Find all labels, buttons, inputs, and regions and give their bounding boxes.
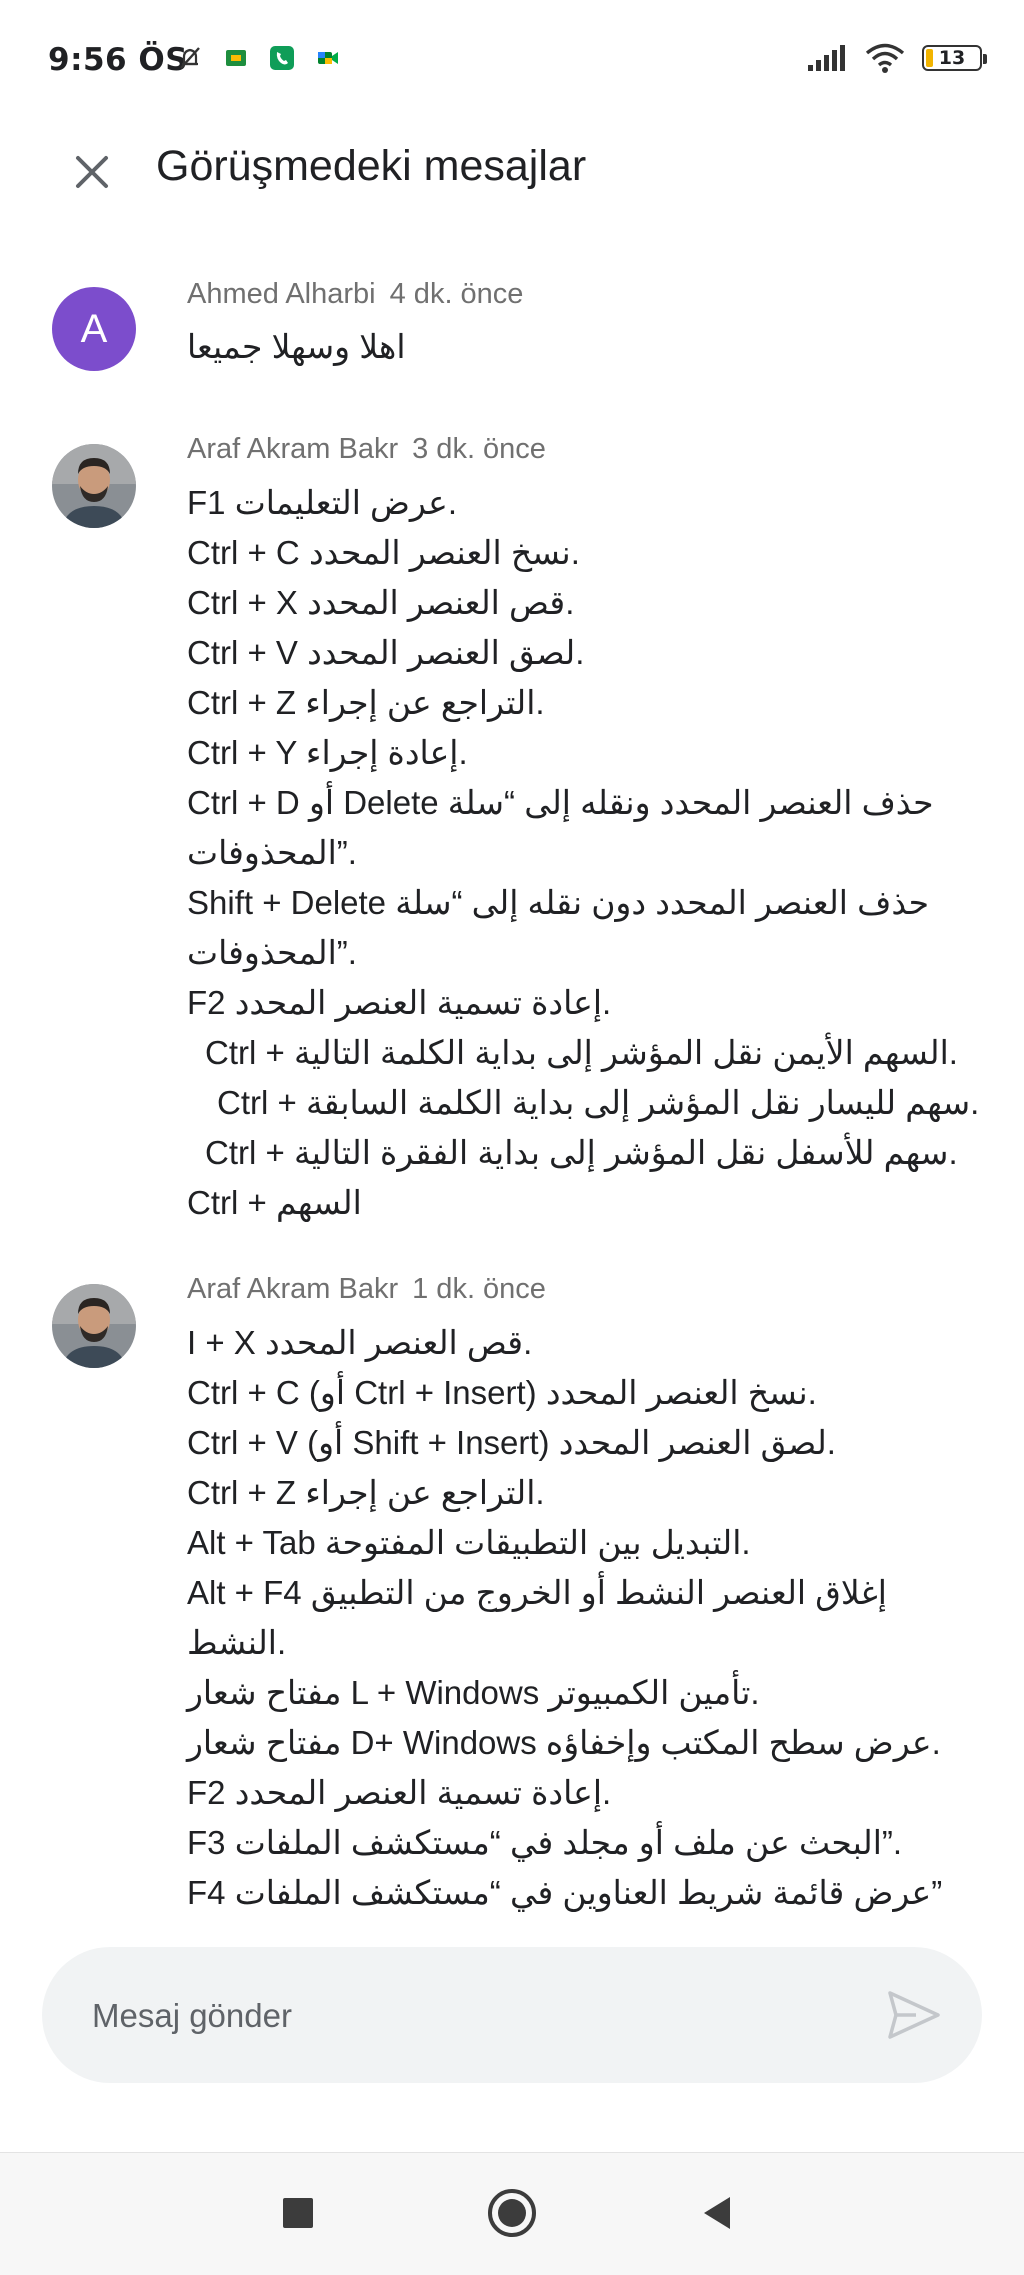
meet-icon (314, 44, 342, 72)
message-time: 3 dk. önce (412, 433, 546, 465)
status-time: 9:56 ÖS (48, 42, 189, 78)
message-line: Ctrl + Y إعادة إجراء. (187, 734, 468, 771)
back-icon (698, 2193, 738, 2233)
message-line: F2 إعادة تسمية العنصر المحدد. (187, 1774, 612, 1811)
avatar (52, 1284, 136, 1368)
message-line: F2 إعادة تسمية العنصر المحدد. (187, 984, 612, 1021)
message-line: Ctrl + C (أو Ctrl + Insert) نسخ العنصر المحدد. (187, 1374, 817, 1411)
message-body (187, 478, 987, 1228)
battery-level: 13 (938, 47, 966, 69)
message-line: مفتاح شعار L + Windows تأمين الكمبيوتر. (187, 1674, 760, 1711)
navigation-bar (0, 2153, 1024, 2275)
message-line: Ctrl + السهم (187, 1184, 362, 1221)
message-line: F1 عرض التعليمات. (187, 484, 458, 521)
message-line: Ctrl + V (أو Shift + Insert) لصق العنصر المحدد. (187, 1424, 836, 1461)
notification-icons (176, 44, 342, 72)
message-icon (222, 44, 250, 72)
close-icon (62, 142, 122, 202)
message-meta (187, 433, 546, 466)
home-button[interactable] (482, 2183, 542, 2243)
message-body (187, 322, 987, 372)
sender-name: Araf Akram Bakr (187, 433, 399, 465)
message-line: F3 البحث عن ملف أو مجلد في “مستكشف الملفات”. (187, 1824, 903, 1861)
send-icon (886, 1989, 942, 2041)
signal-icon (806, 43, 848, 73)
wifi-icon (864, 42, 906, 74)
avatar-photo-icon (52, 444, 136, 528)
message-time: 1 dk. önce (412, 1273, 546, 1305)
recents-icon (280, 2195, 316, 2231)
message-line: F4 عرض قائمة شريط العناوين في “مستكشف الملفات” (187, 1874, 943, 1911)
message-time: 4 dk. önce (389, 278, 524, 310)
battery-icon (922, 45, 982, 71)
status-bar (0, 0, 1024, 120)
home-icon (486, 2187, 538, 2239)
back-button[interactable] (688, 2183, 748, 2243)
phone-icon (268, 44, 296, 72)
message-line: مفتاح شعار D+ Windows عرض سطح المكتب وإخفاؤه. (187, 1724, 941, 1761)
battery-fill (926, 49, 933, 67)
page-title: Görüşmedeki mesajlar (156, 142, 587, 190)
message-composer (42, 1947, 982, 2083)
close-button[interactable] (62, 142, 122, 202)
avatar (52, 444, 136, 528)
avatar-photo-icon (52, 1284, 136, 1368)
recents-button[interactable] (268, 2183, 328, 2243)
message-line: I + X قص العنصر المحدد. (187, 1324, 533, 1361)
message-line: Alt + F4 إغلاق العنصر النشط أو الخروج من التطبيق النشط. (187, 1574, 887, 1661)
message-line: Ctrl + السهم الأيمن نقل المؤشر إلى بداية الكلمة التالية. (205, 1034, 958, 1071)
message-line: Ctrl + Z التراجع عن إجراء. (187, 684, 545, 721)
message-line: Ctrl + X قص العنصر المحدد. (187, 584, 575, 621)
message-input[interactable] (90, 1947, 854, 2085)
sender-name: Araf Akram Bakr (187, 1273, 399, 1305)
sender-name: Ahmed Alharbi (187, 278, 376, 310)
message-line: Ctrl + Z التراجع عن إجراء. (187, 1474, 545, 1511)
message-line: Ctrl + سهم للأسفل نقل المؤشر إلى بداية الفقرة التالية. (205, 1134, 958, 1171)
system-icons (806, 42, 982, 74)
message-line: اهلا وسهلا جميعا (187, 328, 406, 365)
message-meta (187, 1273, 546, 1306)
message-line: Ctrl + C نسخ العنصر المحدد. (187, 534, 580, 571)
mute-icon (176, 44, 204, 72)
message-line: Ctrl + V لصق العنصر المحدد. (187, 634, 585, 671)
message-meta (187, 278, 523, 311)
header (0, 130, 1024, 212)
message-line: Alt + Tab التبديل بين التطبيقات المفتوحة. (187, 1524, 751, 1561)
message-line: Shift + Delete حذف العنصر المحدد دون نقله إلى “سلة المحذوفات”. (187, 884, 930, 971)
message-body (187, 1318, 987, 1918)
avatar: A (52, 287, 136, 371)
message-line: Ctrl + سهم لليسار نقل المؤشر إلى بداية الكلمة السابقة. (217, 1084, 980, 1121)
message-line: Ctrl + D أو Delete حذف العنصر المحدد ونقله إلى “سلة المحذوفات”. (187, 784, 934, 871)
send-button[interactable] (886, 1989, 942, 2041)
